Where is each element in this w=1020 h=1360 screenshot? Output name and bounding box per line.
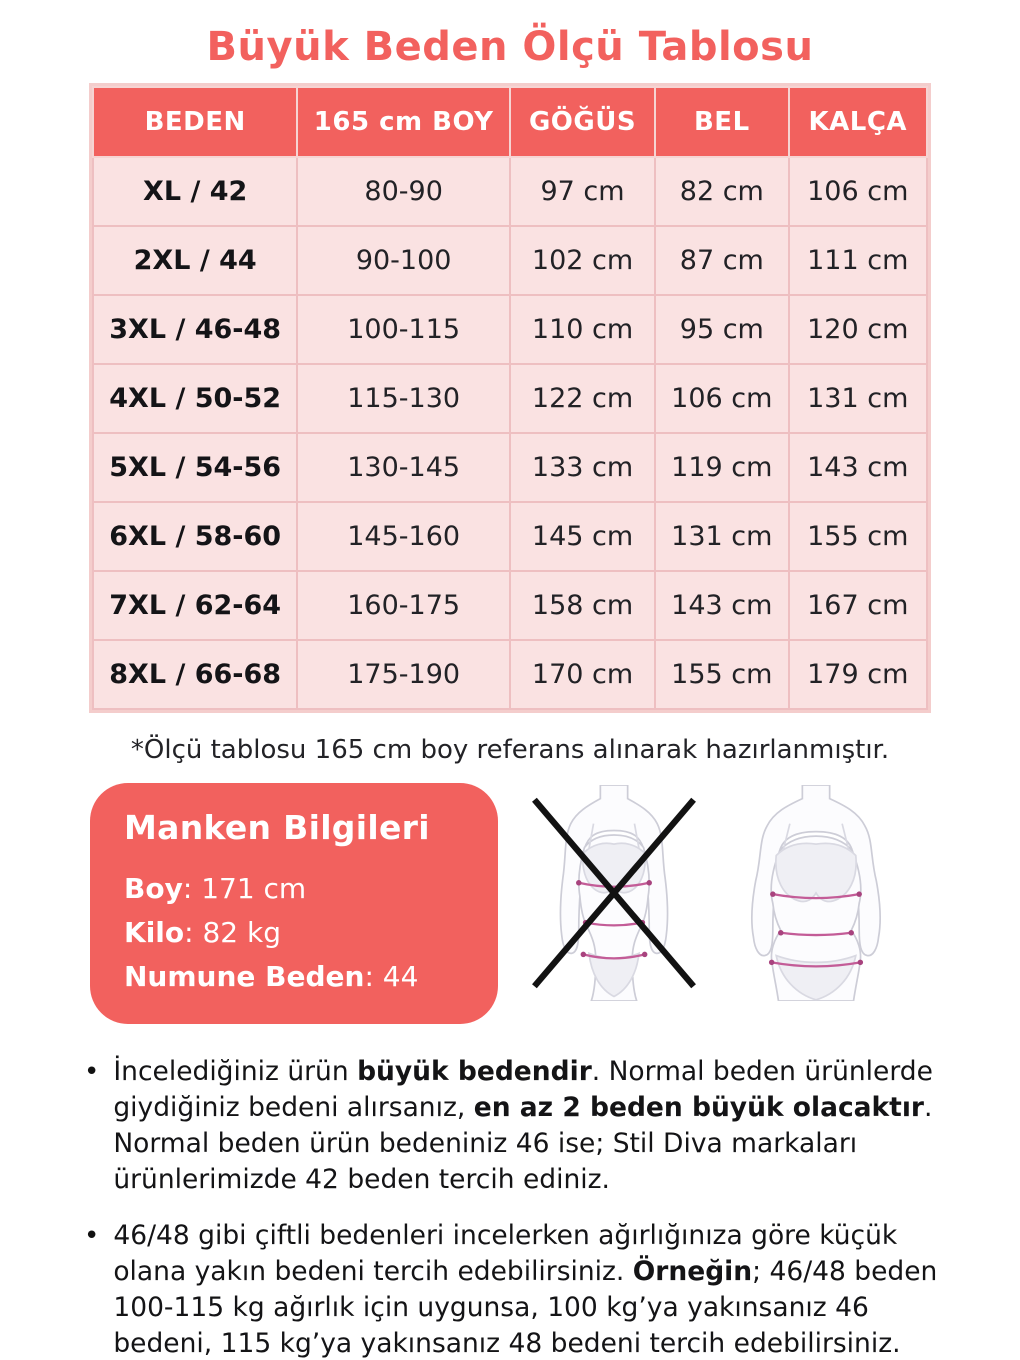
size-table	[92, 86, 928, 710]
table-header-row	[93, 87, 927, 157]
size-cell: 7XL / 62-64	[93, 571, 297, 640]
weight-cell: 175-190	[297, 640, 510, 709]
chest-cell: 110 cm	[510, 295, 655, 364]
size-cell: 4XL / 50-52	[93, 364, 297, 433]
note-text: İncelediğiniz ürün büyük bedendir. Normal beden ürünlerde giydiğiniz bedeni alırsanız, en az 2 beden büyük olacaktır. Normal beden ürün bedeniniz 46 ise; Stil Diva markaları ürünlerimizde 42 beden tercih ediniz.	[113, 1055, 933, 1195]
column-header-gogus: GÖĞÜS	[510, 87, 655, 157]
size-cell: 5XL / 54-56	[93, 433, 297, 502]
slim-body-silhouette-crossed-icon	[528, 785, 700, 1001]
waist-cell: 131 cm	[655, 502, 788, 571]
chest-cell: 133 cm	[510, 433, 655, 502]
chest-cell: 158 cm	[510, 571, 655, 640]
model-height-line: Boy: 171 cm	[124, 872, 307, 905]
table-row	[93, 295, 927, 364]
waist-cell: 95 cm	[655, 295, 788, 364]
model-info-card	[90, 783, 498, 1024]
table-row	[93, 433, 927, 502]
table-row	[93, 364, 927, 433]
weight-cell: 145-160	[297, 502, 510, 571]
table-footnote: *Ölçü tablosu 165 cm boy referans alınarak hazırlanmıştır.	[130, 735, 890, 765]
hip-cell: 120 cm	[789, 295, 927, 364]
size-cell: 8XL / 66-68	[93, 640, 297, 709]
bullet-icon: •	[84, 1220, 100, 1251]
model-sample-size-line: Numune Beden: 44	[124, 960, 419, 994]
size-table-container	[89, 83, 931, 713]
model-info-section	[90, 783, 932, 1024]
column-header-boy: 165 cm BOY	[297, 87, 510, 157]
chest-cell: 122 cm	[510, 364, 655, 433]
weight-cell: 130-145	[297, 433, 510, 502]
plus-body-silhouette-icon	[730, 785, 902, 1001]
size-cell: 6XL / 58-60	[93, 502, 297, 571]
waist-cell: 106 cm	[655, 364, 788, 433]
chest-cell: 170 cm	[510, 640, 655, 709]
waist-cell: 87 cm	[655, 226, 788, 295]
hip-cell: 111 cm	[789, 226, 927, 295]
page-title: Büyük Beden Ölçü Tablosu	[206, 24, 814, 70]
waist-cell: 155 cm	[655, 640, 788, 709]
weight-cell: 100-115	[297, 295, 510, 364]
note-item	[84, 1054, 960, 1198]
hip-cell: 167 cm	[789, 571, 927, 640]
column-header-beden: BEDEN	[93, 87, 297, 157]
chest-cell: 97 cm	[510, 157, 655, 226]
table-row	[93, 157, 927, 226]
size-cell: 3XL / 46-48	[93, 295, 297, 364]
size-cell: XL / 42	[93, 157, 297, 226]
weight-cell: 80-90	[297, 157, 510, 226]
column-header-kalca: KALÇA	[789, 87, 927, 157]
weight-cell: 115-130	[297, 364, 510, 433]
note-text: 46/48 gibi çiftli bedenleri incelerken ağırlığınıza göre küçük olana yakın bedeni tercih edebilirsiniz. Örneğin; 46/48 beden 100-115 kg ağırlık için uygunsa, 100 kg’ya yakınsanız 46 bedeni, 115 kg’ya yakınsanız 48 bedeni tercih edebilirsiniz.	[113, 1219, 938, 1359]
size-cell: 2XL / 44	[93, 226, 297, 295]
table-row	[93, 571, 927, 640]
chest-cell: 102 cm	[510, 226, 655, 295]
hip-cell: 143 cm	[789, 433, 927, 502]
chest-cell: 145 cm	[510, 502, 655, 571]
waist-cell: 143 cm	[655, 571, 788, 640]
table-row	[93, 502, 927, 571]
note-item	[84, 1218, 960, 1360]
silhouette-figures	[498, 783, 932, 1001]
hip-cell: 155 cm	[789, 502, 927, 571]
column-header-bel: BEL	[655, 87, 788, 157]
hip-cell: 131 cm	[789, 364, 927, 433]
table-row	[93, 226, 927, 295]
weight-cell: 90-100	[297, 226, 510, 295]
hip-cell: 106 cm	[789, 157, 927, 226]
weight-cell: 160-175	[297, 571, 510, 640]
model-weight-line: Kilo: 82 kg	[124, 916, 282, 950]
table-row	[93, 640, 927, 709]
waist-cell: 82 cm	[655, 157, 788, 226]
hip-cell: 179 cm	[789, 640, 927, 709]
notes-list	[84, 1054, 960, 1360]
bullet-icon: •	[84, 1056, 100, 1087]
waist-cell: 119 cm	[655, 433, 788, 502]
model-info-heading: Manken Bilgileri	[124, 808, 430, 847]
